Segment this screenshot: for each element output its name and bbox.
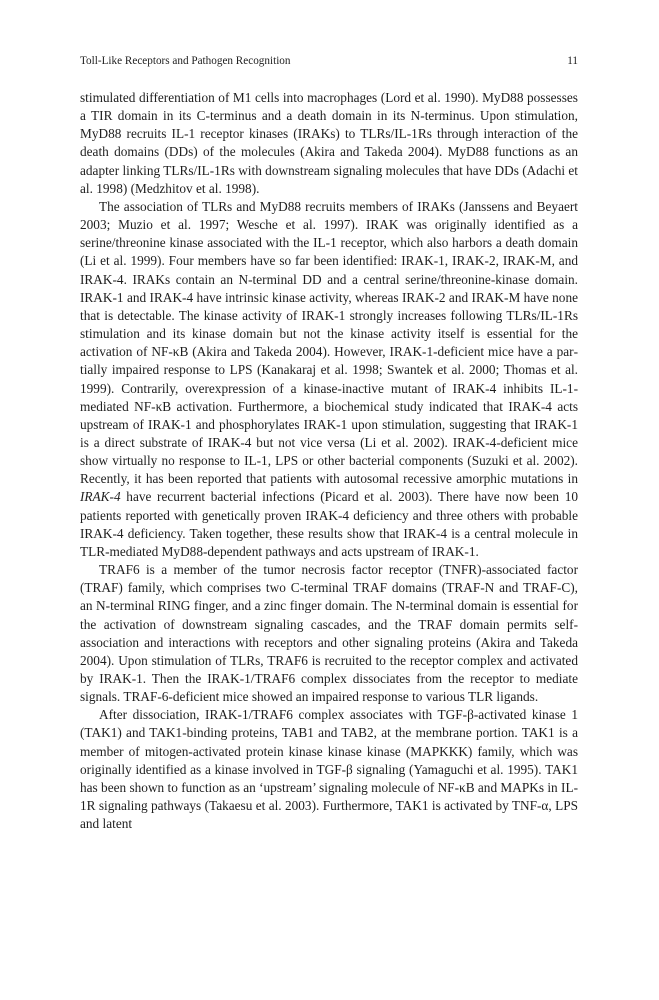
paragraph-2 [80,198,578,561]
body-text [80,89,578,833]
paragraph-2-italic-gene: IRAK-4 [80,489,121,505]
running-head-title: Toll-Like Receptors and Pathogen Recognition [80,55,291,67]
paragraph-2-text-a: The association of TLRs and MyD88 recruits members of IRAKs (Janssens and Beyaert 2003; Muzio et al. 1997; Wesche et al. 1997). IRAK was originally identified as a serine/threonine kinase associated with the IL-1 receptor, which also harbors a death domain (Li et al. 1999). Four members have so far been identified: IRAK-1, IRAK-2, IRAK-M, and IRAK-4. IRAKs contain an N-terminal DD and a central serine/threonine-kinase domain. IRAK-1 and IRAK-4 have intrinsic kinase activity, whereas IRAK-2 and IRAK-M have none that is detectable. The kinase activity of IRAK-1 strongly increases following TLRs/IL-1Rs stimulation and its kinase domain but not the kinase activity itself is essential for the activation of NF-κB (Akira and Takeda 2004). However, IRAK-1-deficient mice have a partially impaired response to LPS (Kanakaraj et al. 1998; Swantek et al. 2000; Thomas et al. 1999). Contrarily, overexpression of a kinase-inactive mutant of IRAK-4 inhibits IL-1-mediated NF-κB activation. Furthermore, a biochemical study indicated that IRAK-4 acts upstream of IRAK-1 and phosphorylates IRAK-1 upon stimulation, suggesting that IRAK-1 is a direct substrate of IRAK-4 but not vice versa (Li et al. 2002). IRAK-4-deficient mice show virtually no response to IL-1, LPS or other bacterial components (Suzuki et al. 2002). Recently, it has been reported that patients with autosomal recessive amorphic mutations in [80,198,578,487]
paragraph-2-text-b: have recurrent bacterial infections (Picard et al. 2003). There have now been 10 patients reported with genetically proven IRAK-4 deficiency and three others with probable IRAK-4 deficiency. Taken together, these results show that IRAK-4 is a central molecule in TLR-mediated MyD88-dependent pathways and acts upstream of IRAK-1. [80,489,578,559]
running-head [80,53,578,69]
paragraph-3: TRAF6 is a member of the tumor necrosis factor receptor (TNFR)-associated factor (TRAF) family, which comprises two C-terminal TRAF domains (TRAF-N and TRAF-C), an N-terminal RING finger, and a zinc finger domain. The N-terminal domain is essential for the activation of downstream signaling cascades, and the TRAF domain permits self-association and interactions with receptors and other signaling proteins (Akira and Takeda 2004). Upon stimulation of TLRs, TRAF6 is recruited to the receptor complex and activated by IRAK-1. Then the IRAK-1/​TRAF6 complex dissociates from the receptor to mediate signals. TRAF-6-deficient mice showed an impaired response to various TLR ligands. [80,562,578,705]
paragraph-1: stimulated differentiation of M1 cells into macrophages (Lord et al. 1990). MyD88 possesses a TIR domain in its C-terminus and a death domain in its N-terminus. Upon stimulation, MyD88 recruits IL-1 receptor kinases (IRAKs) to TLRs/IL-1Rs through interaction of the death domains (DDs) of the molecules (Akira and Takeda 2004). MyD88 functions as an adapter linking TLRs/IL-1Rs with downstream signaling molecules that have DDs (Adachi et al. 1998) (Medzhitov et al. 1998). [80,90,578,196]
paragraph-4: After dissociation, IRAK-1/TRAF6 complex associates with TGF-β-activated kinase 1 (TAK1) and TAK1-binding proteins, TAB1 and TAB2, at the membrane portion. TAK1 is a member of mitogen-activated protein kinase kinase kinase (MAPKKK) family, which was originally identified as a kinase involved in TGF-β signaling (Yamaguchi et al. 1995). TAK1 has been shown to function as an ‘upstream’ signaling molecule of NF-κB and MAPKs in IL-1R signaling pathways (Takaesu et al. 2003). Furthermore, TAK1 is activated by TNF-α, LPS and latent [80,707,578,832]
page-number: 11 [567,55,578,67]
